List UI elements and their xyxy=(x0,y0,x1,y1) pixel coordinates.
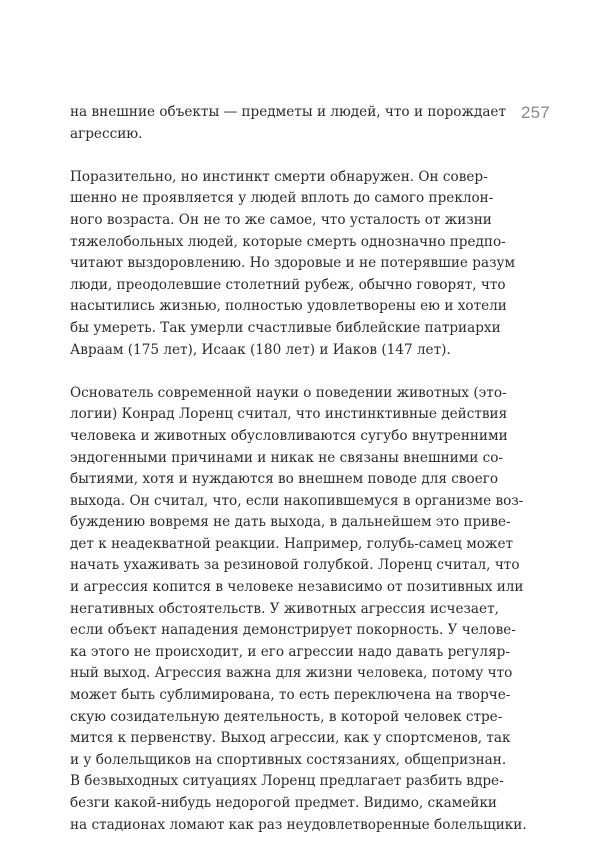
text-line: В безвыходных ситуациях Лоренц предлагает разбить вдре- xyxy=(70,773,504,790)
text-line: может быть сублимирована, то есть переключена на творче- xyxy=(70,687,511,704)
text-line: шенно не проявляется у людей вплоть до самого преклон- xyxy=(70,190,494,207)
text-line: буждению вовремя не дать выхода, в дальнейшем это приве- xyxy=(70,514,511,531)
text-line: если объект нападения демонстрирует покорность. У челове- xyxy=(70,622,516,639)
text-line: эндогенными причинами и никак не связаны внешними со- xyxy=(70,449,504,466)
text-line: выхода. Он считал, что, если накопившемуся в организме воз- xyxy=(70,492,524,509)
text-line: бы умереть. Так умерли счастливые библейские патриархи xyxy=(70,319,501,336)
text-line: начать ухаживать за резиновой голубкой. Лоренц считал, что xyxy=(70,557,520,574)
text-line: Основатель современной науки о поведении животных (это- xyxy=(70,384,507,401)
body-text xyxy=(70,102,527,858)
text-line: тяжелобольных людей, которые смерть однозначно предпо- xyxy=(70,233,506,250)
paragraph-3 xyxy=(70,383,527,836)
text-line: на стадионах ломают как раз неудовлетворенные болельщики. xyxy=(70,816,527,833)
text-line: скую созидательную деятельность, в которой человек стре- xyxy=(70,708,503,725)
text-line: агрессию. xyxy=(70,125,143,142)
page-number: 257 xyxy=(521,103,550,122)
text-line: негативных обстоятельств. У животных агрессия исчезает, xyxy=(70,600,499,617)
text-line: Авраам (175 лет), Исаак (180 лет) и Иаков (147 лет). xyxy=(70,341,451,358)
text-line: и у болельщиков на спортивных состязаниях, общепризнан. xyxy=(70,751,507,768)
text-line: ка этого не происходит, и его агрессии надо давать регуляр- xyxy=(70,643,510,660)
text-line: человека и животных обусловливаются сугубо внутренними xyxy=(70,427,508,444)
text-line: на внешние объекты — предметы и людей, что и порождает xyxy=(70,104,506,120)
text-line: ного возраста. Он не то же самое, что усталость от жизни xyxy=(70,211,492,228)
text-line: насытились жизнью, полностью удовлетворены ею и хотели xyxy=(70,298,507,315)
paragraph-2 xyxy=(70,167,516,361)
text-line: Поразительно, но инстинкт смерти обнаружен. Он совер- xyxy=(70,168,488,185)
text-line: ный выход. Агрессия важна для жизни человека, потому что xyxy=(70,665,513,682)
text-line: читают выздоровлению. Но здоровые и не потерявшие разум xyxy=(70,255,516,272)
text-line: бытиями, хотя и нуждаются во внешнем поводе для своего xyxy=(70,471,499,488)
paragraph-1 xyxy=(70,102,510,145)
text-line: логии) Конрад Лоренц считал, что инстинктивные действия xyxy=(70,406,508,423)
text-line: и агрессия копится в человеке независимо от позитивных или xyxy=(70,579,524,596)
text-line: мится к первенству. Выход агрессии, как у спортсменов, так xyxy=(70,730,511,747)
text-line: дет к неадекватной реакции. Например, голубь-самец может xyxy=(70,535,514,552)
text-line: безги какой-нибудь недорогой предмет. Видимо, скамейки xyxy=(70,795,497,811)
text-line: люди, преодолевшие столетний рубеж, обычно говорят, что xyxy=(70,276,506,293)
